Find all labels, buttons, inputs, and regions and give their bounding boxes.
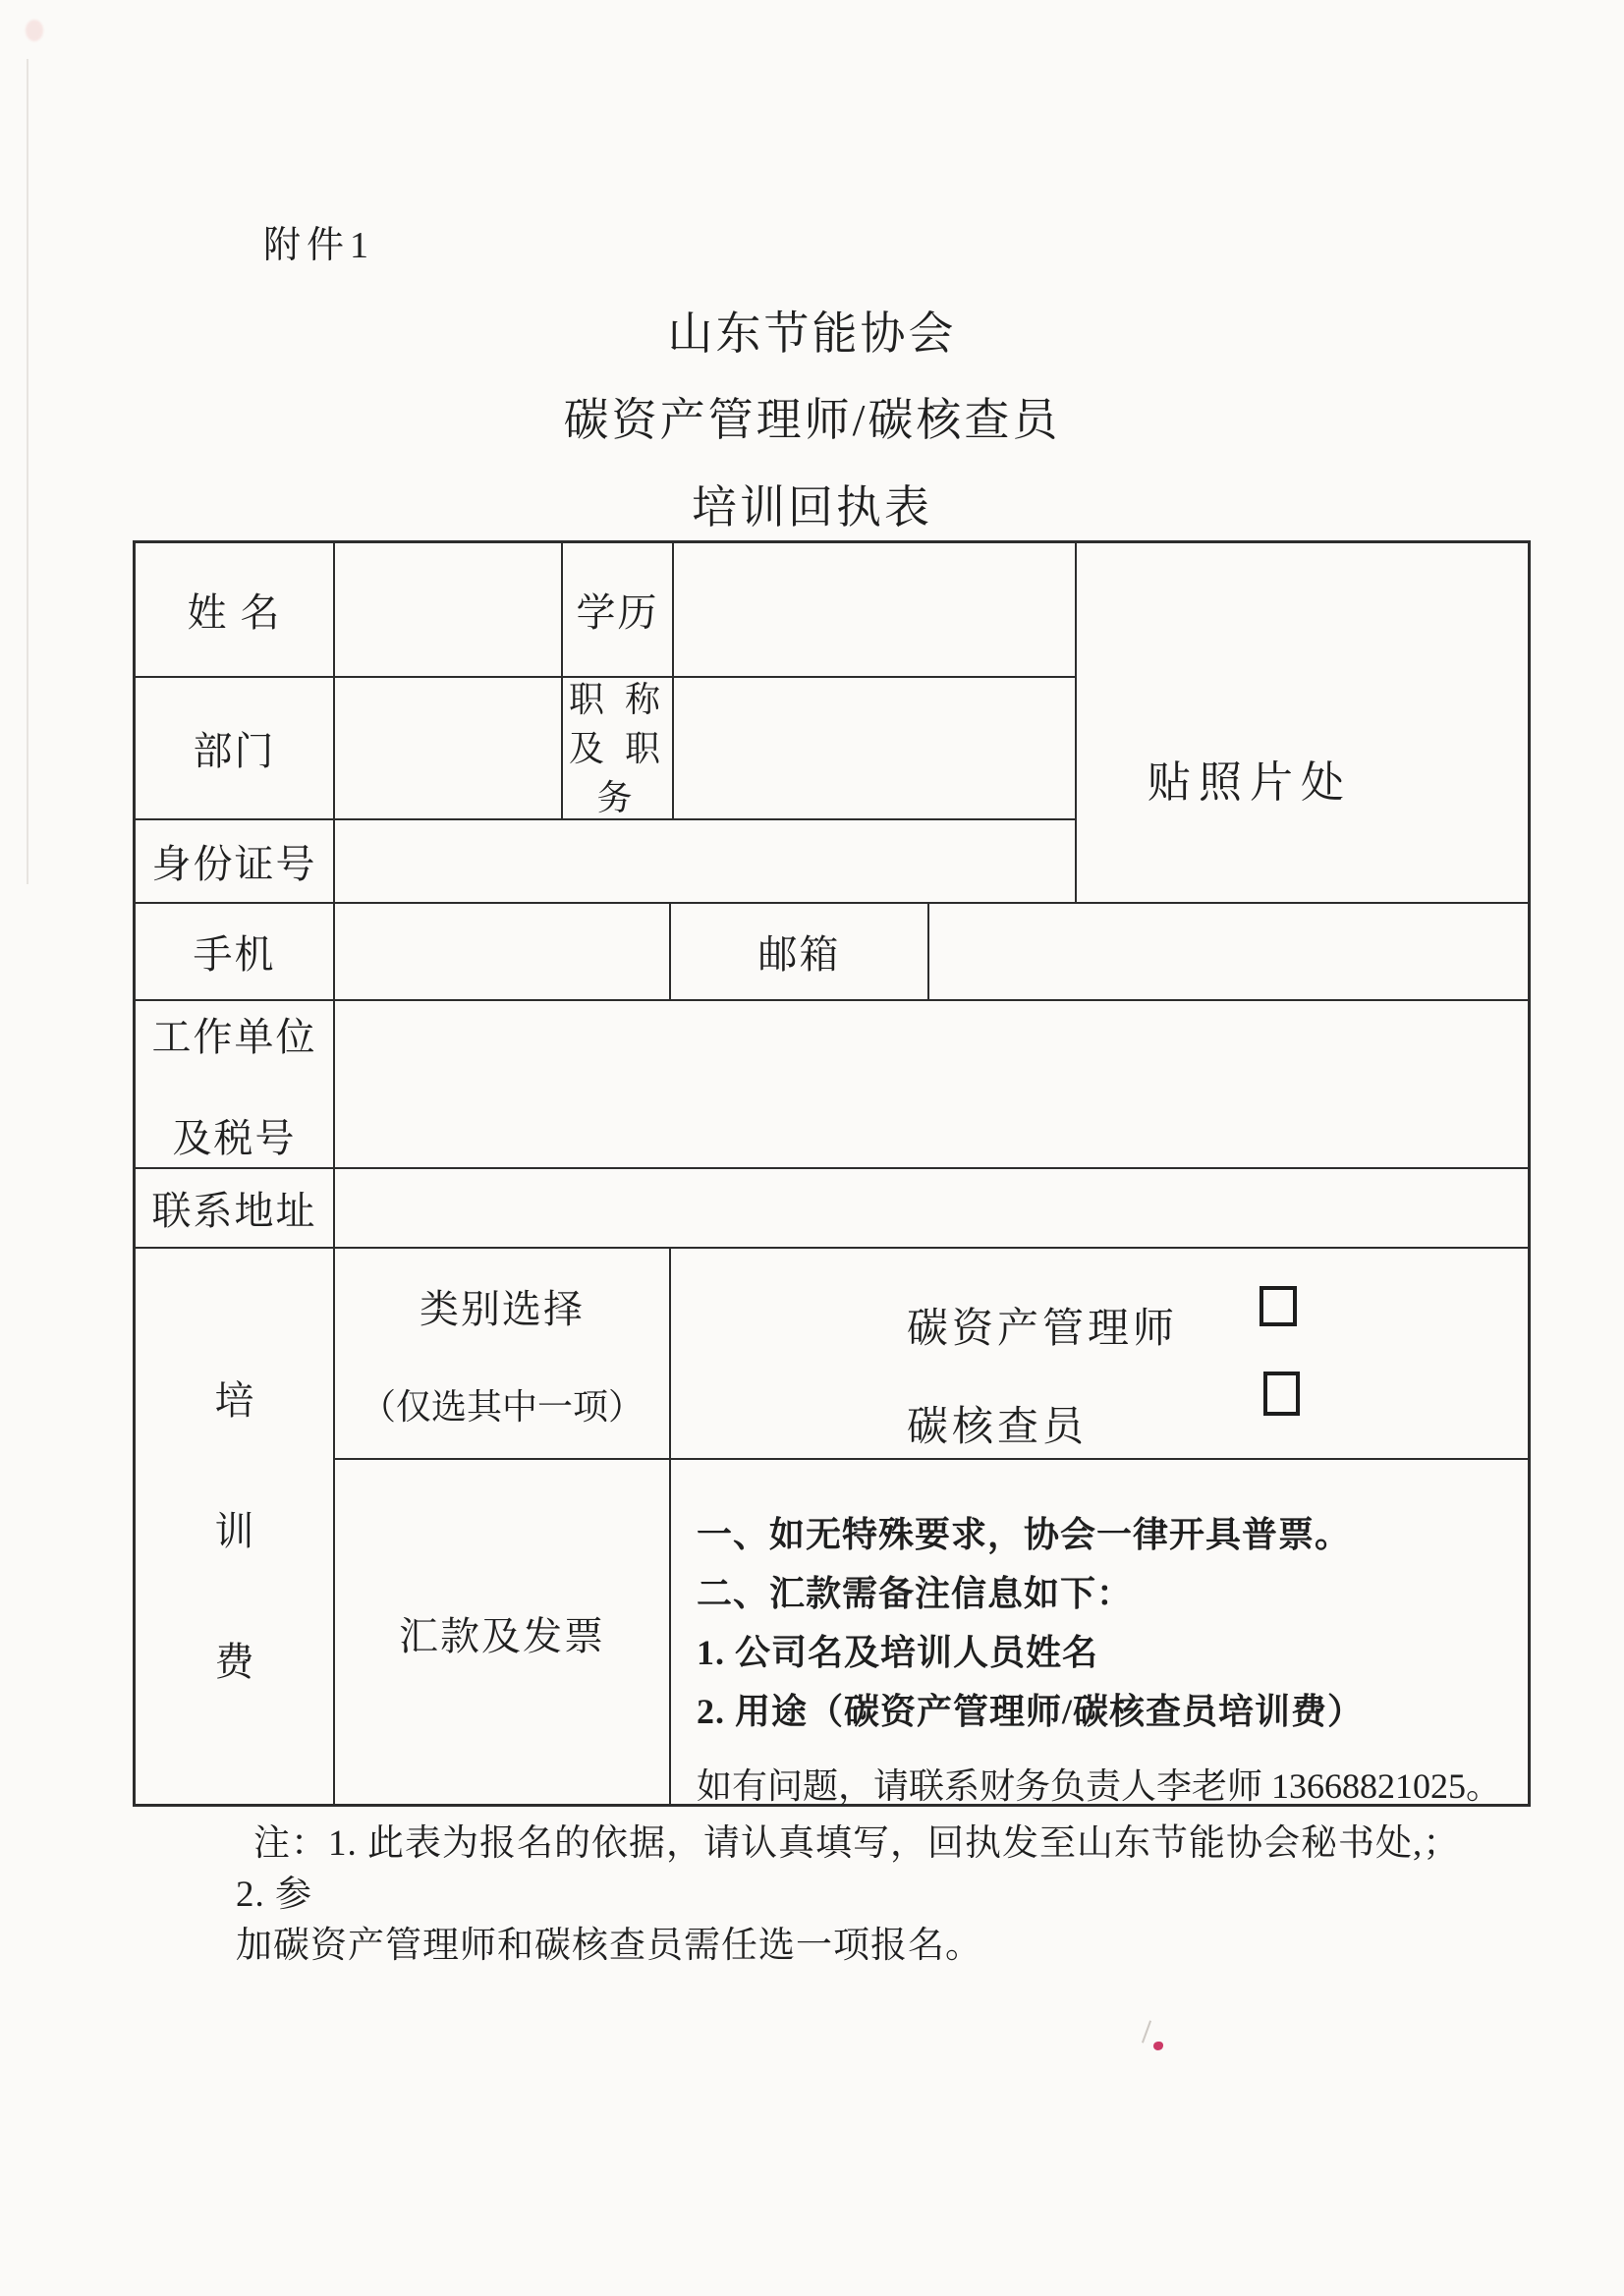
title-position-label [563,678,674,820]
remit-line-3: 1. 公司名及培训人员姓名 [697,1633,1099,1672]
scan-scratch-artifact [1142,2020,1151,2043]
email-label: 邮箱 [671,904,929,1001]
title-position-input-cell[interactable] [674,678,1077,820]
name-label: 姓 名 [136,543,335,678]
address-label: 联系地址 [136,1169,335,1249]
footnote [236,1819,1474,1972]
category-select-title: 类别选择 [419,1286,585,1331]
footnote-text1: 1. 此表为报名的依据，请认真填写，回执发至山东节能协会秘书处,；2. 参 [236,1823,1461,1915]
remit-line-1: 一、如无特殊要求，协会一律开具普票。 [697,1515,1352,1554]
training-fee-char3: 费 [214,1639,254,1684]
mobile-input-cell[interactable] [335,904,671,1001]
course-title: 碳资产管理师/碳核查员 [563,395,1061,445]
remittance-invoice-info-cell [671,1460,1531,1807]
title-position-line3: 务 [596,777,639,817]
org-title: 山东节能协会 [667,308,957,359]
category-options-cell [671,1249,1531,1460]
footnote-prefix: 注： [253,1823,328,1864]
address-input-cell[interactable] [335,1169,1531,1249]
employer-label [136,1001,335,1169]
remit-line-4: 2. 用途（碳资产管理师/碳核查员培训费） [697,1692,1365,1731]
employer-label-line1: 工作单位 [151,1014,317,1059]
photo-area-label: 贴照片处 [1148,757,1352,807]
training-fee-char2: 训 [214,1508,254,1553]
remit-contact-line: 如有问题，请联系财务负责人李老师 13668821025。 [697,1766,1502,1806]
title-position-line1: 职 称 [568,679,666,719]
id-number-input-cell[interactable] [335,820,1077,904]
footnote-line2: 加碳资产管理师和碳核查员需任选一项报名。 [236,1926,982,1966]
remit-line-2: 二、汇款需备注信息如下： [697,1574,1134,1613]
carbon-asset-manager-checkbox[interactable] [1260,1286,1297,1326]
education-label: 学历 [563,543,674,678]
option-carbon-asset-manager-label: 碳资产管理师 [907,1307,1179,1352]
attachment-label: 附件1 [263,225,375,266]
education-input-cell[interactable] [674,543,1077,678]
training-fee-label [136,1249,335,1807]
registration-table [133,540,1531,1807]
option-carbon-verifier-label: 碳核查员 [907,1405,1089,1450]
carbon-verifier-checkbox[interactable] [1263,1372,1300,1416]
remittance-invoice-label: 汇款及发票 [335,1460,671,1807]
category-select-note: （仅选其中一项） [360,1386,644,1427]
id-number-label: 身份证号 [136,820,335,904]
training-fee-char1: 培 [214,1377,254,1423]
category-select-label [335,1249,671,1460]
form-title: 培训回执表 [692,482,932,532]
title-position-line2: 及 职 [568,728,666,768]
mobile-label: 手机 [136,904,335,1001]
employer-label-line2: 及税号 [172,1115,297,1160]
department-input-cell[interactable] [335,678,563,820]
pink-smudge-artifact [26,20,43,41]
photo-area [1077,543,1531,904]
name-input-cell[interactable] [335,543,563,678]
department-label: 部门 [136,678,335,820]
red-ink-dot-artifact [1153,2042,1163,2050]
footnote-line1 [236,1819,1474,1921]
email-input-cell[interactable] [929,904,1531,1001]
employer-input-cell[interactable] [335,1001,1531,1169]
